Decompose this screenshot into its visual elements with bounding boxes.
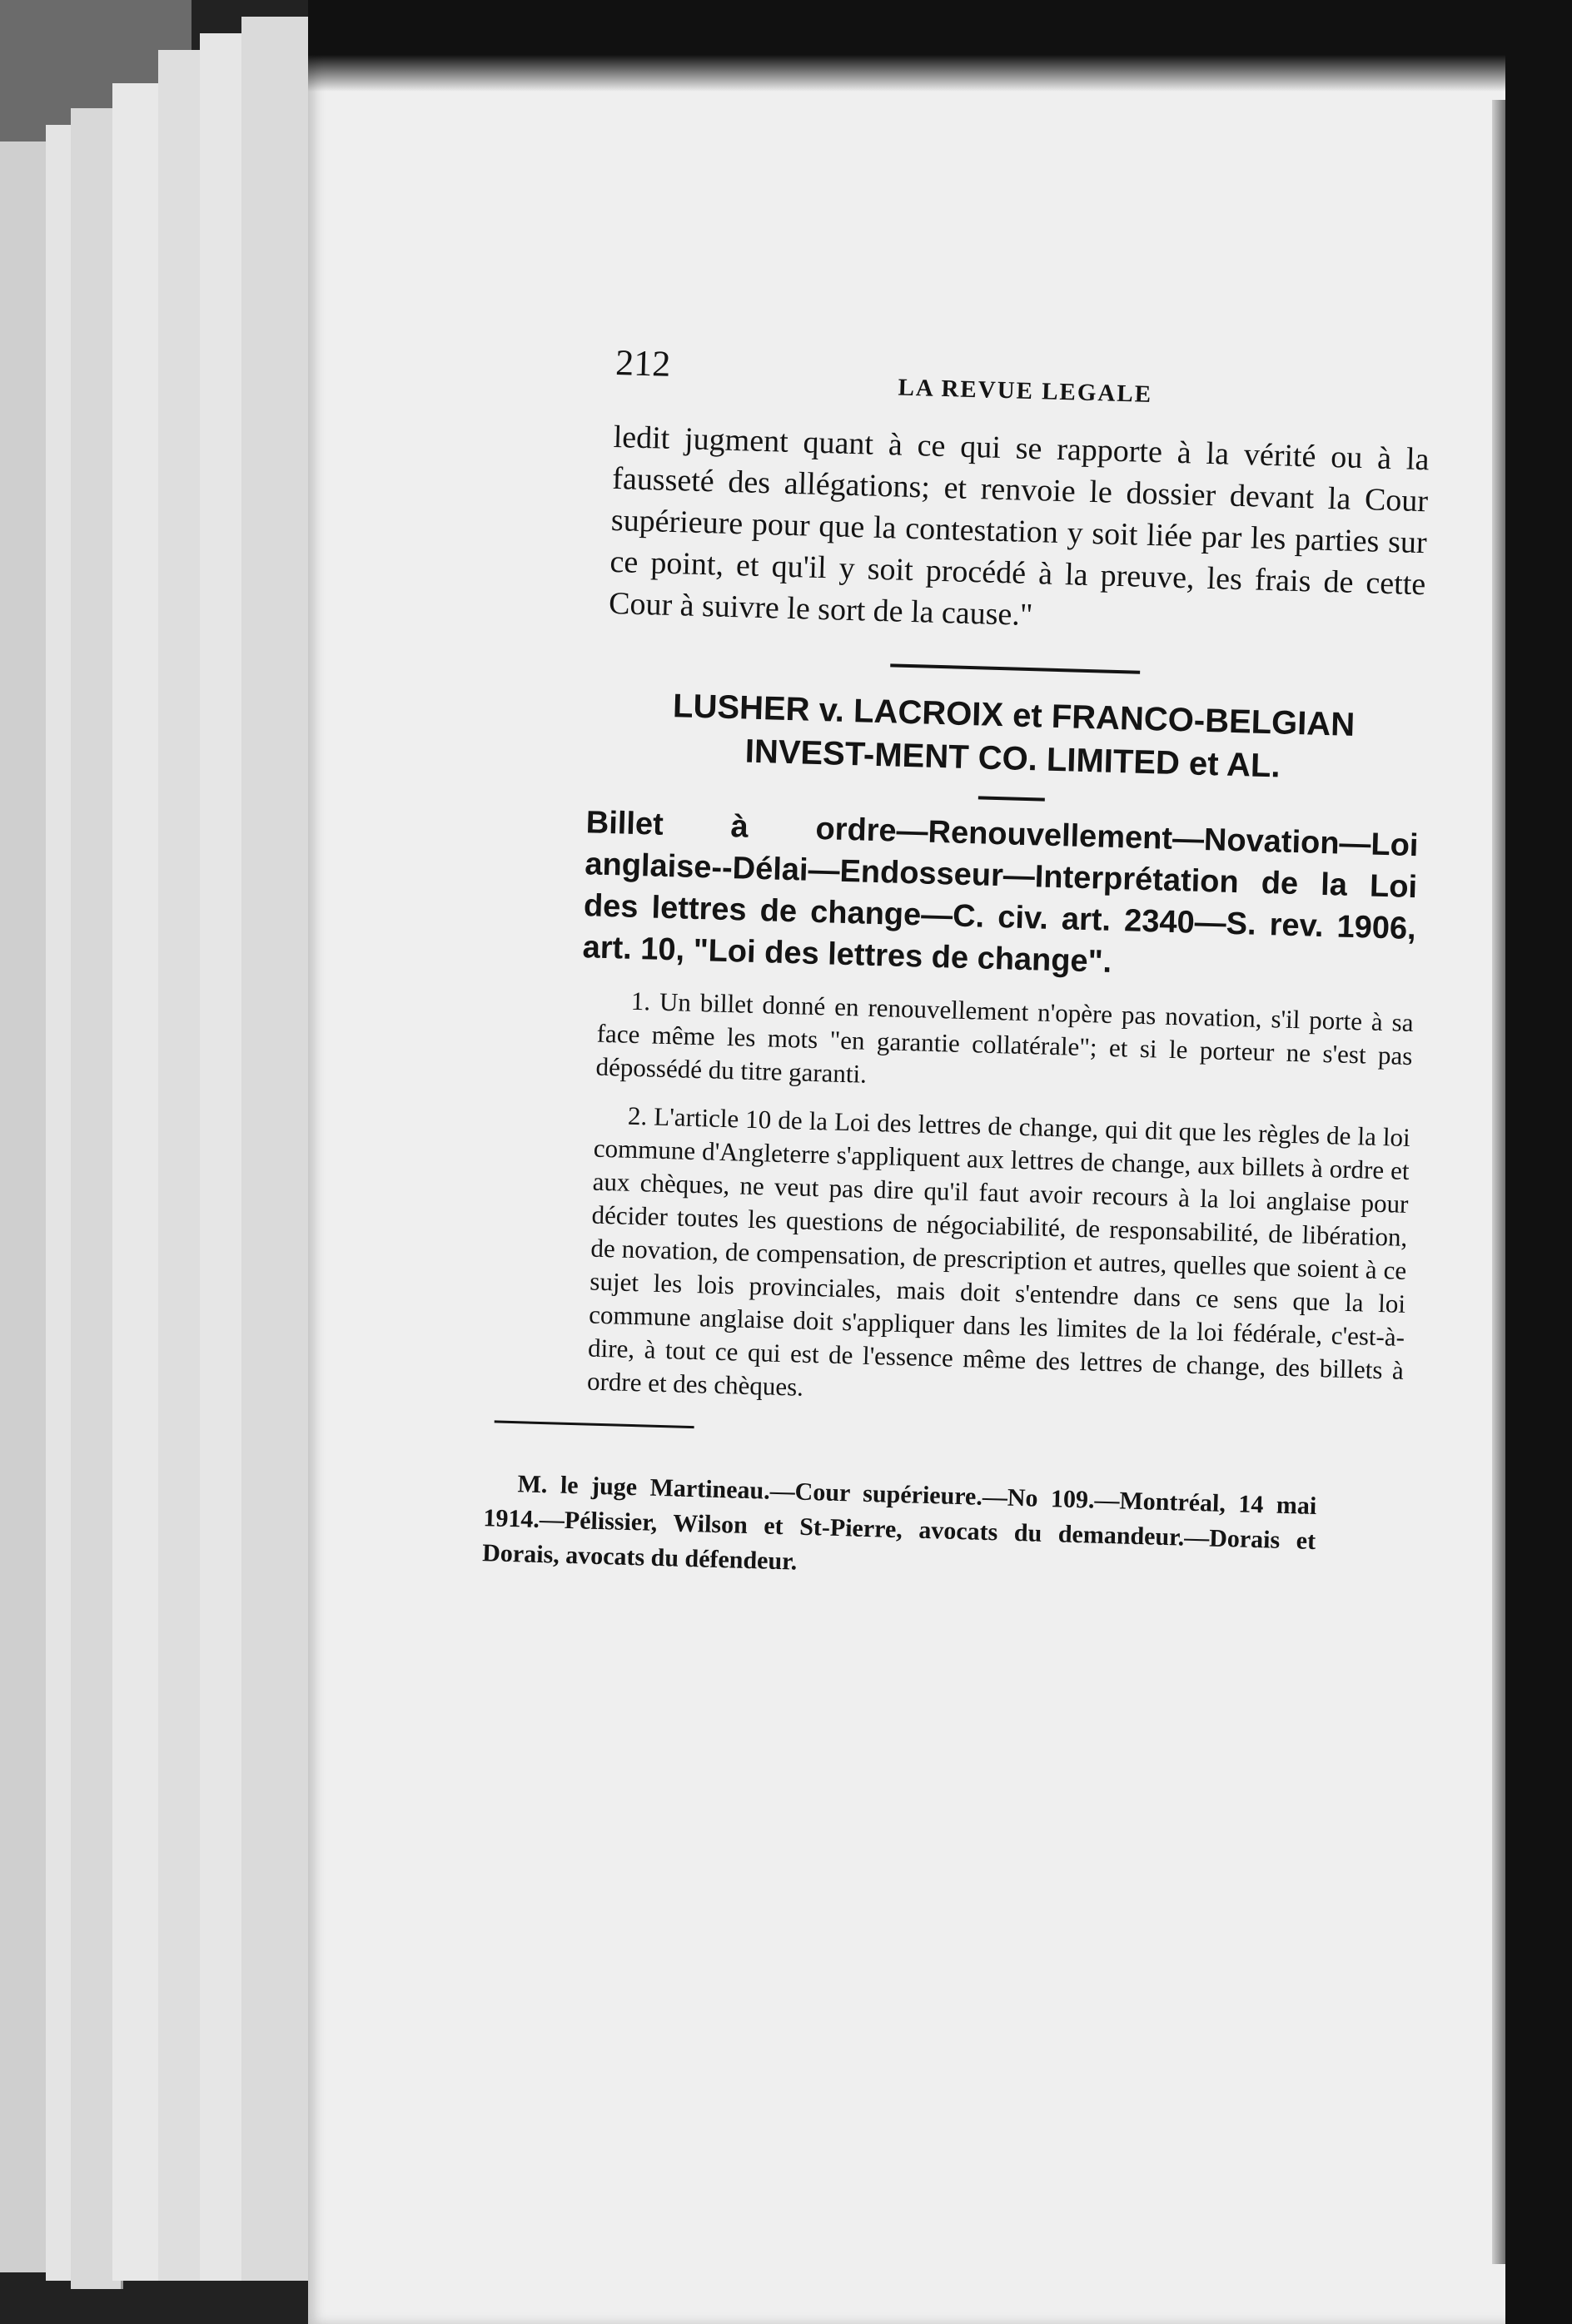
- continuation-paragraph: ledit jugment quant à ce qui se rapporte à la vérité ou à la fausseté des allégations; et renvoie le dossier devant la Cour supérieure pour que la contestation y soit liée par les parties sur ce point, et qu'il y soit procédé à la preuve, les frais de cette Cour à suivre le sort de la cause.": [608, 419, 1430, 633]
- section-divider: [890, 663, 1140, 673]
- case-footnote: M. le juge Martineau.—Cour supérieure.—No 109.—Montréal, 14 mai 1914.—Pélissier, Wilson et St-Pierre, avocats du demandeur.—Dorais et Dorais, avocats du défendeur.: [481, 1470, 1317, 1576]
- holding-2: 2. L'article 10 de la Loi des lettres de change, qui dit que les règles de la loi commune d'Angleterre s'appliquent aux lettres de change, aux billets à ordre et aux chèques, ne veut pas dire qu'il faut avoir recours à la loi anglaise pour décider toutes les questions de négociabilité, de responsabilité, de libération, de novation, de compensation, de prescription et autres, quelles que soient à ce sujet les lois provinciales, mais doit s'entendre dans ce sens que la loi commune anglaise doit s'appliquer dans les limites de la loi fédérale, c'est-à-dire, à tout ce qui est de l'essence même des lettres de change, des billets à ordre et des chèques.: [586, 1100, 1411, 1402]
- title-divider: [978, 796, 1045, 801]
- case-title: LUSHER v. LACROIX et FRANCO-BELGIAN INVEST-MENT CO. LIMITED et AL.: [672, 688, 1356, 785]
- holding-1: 1. Un billet donné en renouvellement n'opère pas novation, s'il porte à sa face même les mots "en garantie collatérale"; et si le porteur ne s'est pas dépossédé du titre garanti.: [595, 986, 1415, 1089]
- page-content: [481, 341, 1432, 1597]
- running-head: LA REVUE LEGALE: [898, 374, 1153, 409]
- headnote-keywords: Billet à ordre—Renouvellement—Novation—Loi anglaise--Délai—Endosseur—Interprétation de la Loi des lettres de change—C. civ. art. 2340—S. rev. 1906, art. 10, "Loi des lettres de change".: [582, 805, 1420, 980]
- page-gutter-shadow: [1505, 0, 1572, 2324]
- page-number: 212: [614, 341, 671, 385]
- top-shadow: [308, 0, 1572, 92]
